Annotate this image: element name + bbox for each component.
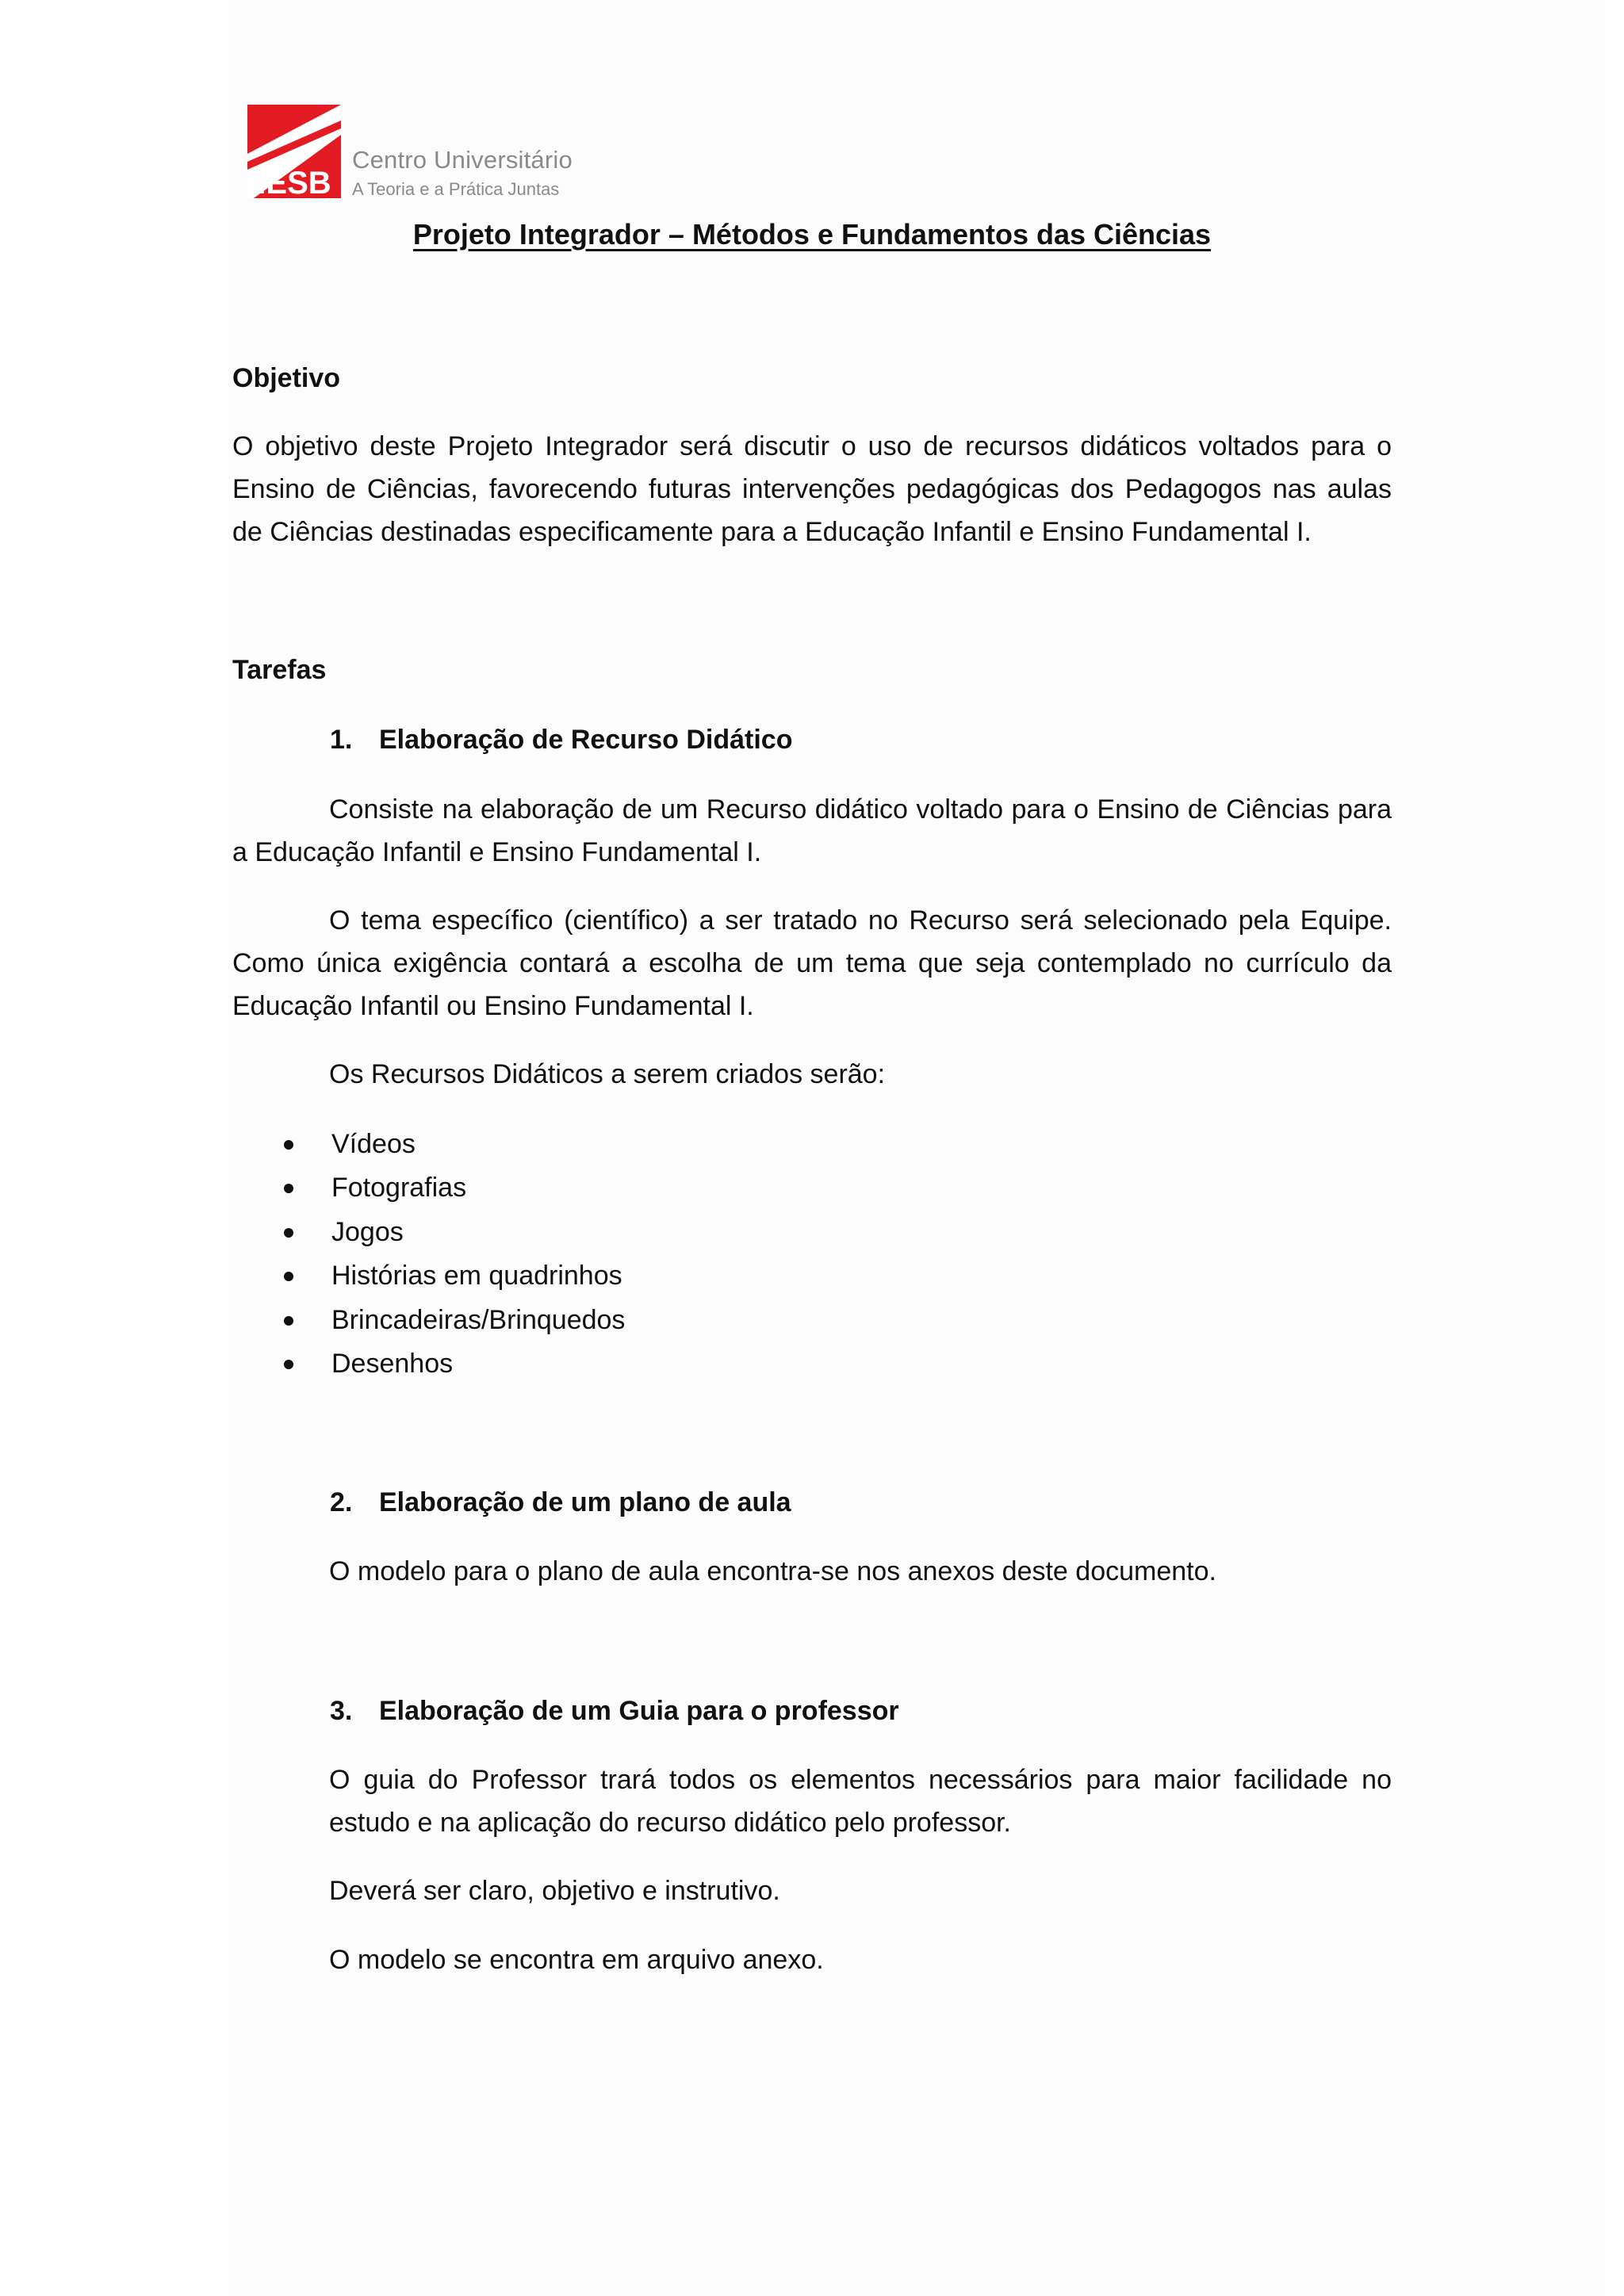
- logo-mark-text: IESB: [257, 166, 331, 198]
- task3-paragraph-2: Deverá ser claro, objetivo e instrutivo.: [329, 1876, 780, 1906]
- task2-title: Elaboração de um plano de aula: [379, 1487, 791, 1517]
- list-item: Fotografias: [278, 1166, 625, 1210]
- task1-number: 1.: [330, 725, 353, 755]
- bullet-icon: [284, 1140, 293, 1150]
- task2-heading: [330, 1481, 791, 1524]
- task2-paragraph-1: O modelo para o plano de aula encontra-se nos anexos deste documento.: [329, 1556, 1216, 1586]
- task3-title: Elaboração de um Guia para o professor: [379, 1696, 899, 1726]
- resource-list: [278, 1123, 625, 1386]
- task3-paragraph-1: O guia do Professor trará todos os elementos necessários para maior facilidade no estudo e na aplicação do recurso didático pelo professor.: [329, 1765, 1392, 1838]
- list-item: Jogos: [278, 1211, 625, 1254]
- list-item: Vídeos: [278, 1123, 625, 1166]
- objective-heading: Objetivo: [232, 363, 341, 393]
- bullet-icon: [284, 1228, 293, 1238]
- logo-tagline: A Teoria e a Prática Juntas: [352, 179, 560, 199]
- tasks-heading: Tarefas: [232, 655, 327, 685]
- logo-name: Centro Universitário: [352, 146, 573, 174]
- document-title: Projeto Integrador – Métodos e Fundamentos das Ciências: [412, 218, 1212, 251]
- bullet-icon: [284, 1184, 293, 1193]
- task1-paragraph-3: Os Recursos Didáticos a serem criados serão:: [329, 1059, 886, 1089]
- bullet-icon: [284, 1316, 293, 1326]
- task1-title: Elaboração de Recurso Didático: [379, 725, 793, 755]
- task3-number: 3.: [330, 1696, 353, 1726]
- task1-heading: [330, 718, 793, 761]
- objective-paragraph: O objetivo deste Projeto Integrador será discutir o uso de recursos didáticos voltados para o Ensino de Ciências, favorecendo futuras intervenções pedagógicas dos Pedagogos nas aulas de Ciências destinadas especificamente para a Educação Infantil e Ensino Fundamental I.: [232, 431, 1392, 547]
- task2-number: 2.: [330, 1487, 353, 1517]
- iesb-logo: [247, 105, 580, 200]
- list-item: Desenhos: [278, 1342, 625, 1386]
- list-item: Histórias em quadrinhos: [278, 1254, 625, 1298]
- task1-paragraph-2: O tema específico (científico) a ser tratado no Recurso será selecionado pela Equipe. Como única exigência contará a escolha de um tema que seja contemplado no currículo da Educação Infantil ou Ensino Fundamental I.: [232, 905, 1392, 1021]
- list-item: Brincadeiras/Brinquedos: [278, 1299, 625, 1342]
- task3-paragraph-3: O modelo se encontra em arquivo anexo.: [329, 1945, 824, 1975]
- task1-paragraph-1: Consiste na elaboração de um Recurso didático voltado para o Ensino de Ciências para a Educação Infantil e Ensino Fundamental I.: [232, 794, 1392, 867]
- bullet-icon: [284, 1272, 293, 1281]
- iesb-logo-mark: [247, 105, 341, 198]
- task3-heading: [330, 1689, 899, 1732]
- bullet-icon: [284, 1360, 293, 1369]
